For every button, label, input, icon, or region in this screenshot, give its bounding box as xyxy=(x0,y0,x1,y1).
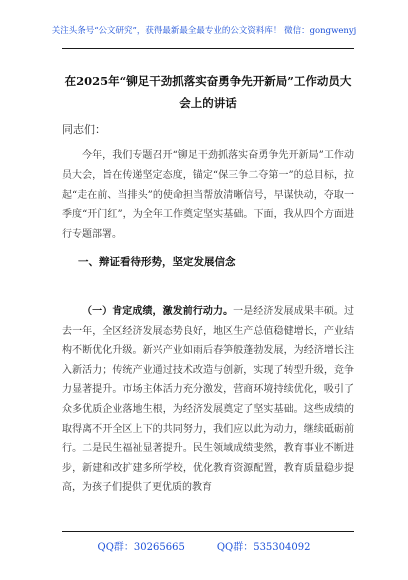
subsection-paragraph xyxy=(62,302,354,498)
intro-section xyxy=(62,146,354,245)
intro-paragraph: 今年，我们专题召开“铆足干劲抓落实奋勇争先开新局”工作动员大会，旨在传递坚定态度，锚定“保三争二夺第一”的总目标，拉起“走在前、当排头”的使命担当帮放清晰信号，早谋快动，夺取一季度“开门红”，为全年工作奠定坚实基础。下面，我从四个方面进行专题部署。 xyxy=(62,150,354,241)
header-banner: 关注头条号“公文研究”，获得最新最全最专业的公文资料库！ 微信：gongwenyj xyxy=(51,26,357,36)
document-title: 在2025年“铆足干劲抓落实奋勇争先开新局”工作动员大会上的讲话 xyxy=(64,74,352,110)
section-heading: 一、辩证看待形势，坚定发展信念 xyxy=(78,256,236,268)
footer xyxy=(0,538,408,553)
subsection-body: 一是经济发展成果丰硕。过去一年，全区经济发展态势良好，地区生产总值稳健增长，产业结构不断优化升级。新兴产业如雨后春笋般蓬勃发展，为经济增长注入新活力；传统产业通过技术改造与创新，实现了转型升级，竞争力显著提升。市场主体活力充分激发，营商环境持续优化，吸引了众多优质企业落地生根，为经济发展奠定了坚实基础。这些成绩的取得离不开全区上下的共同努力，我们应以此为动力，继续砥砺前行。二是民生福祉显著提升。民生领域成绩斐然，教育事业不断进步，新建和改扩建多所学校，优化教育资源配置，教育质量稳步提高，为孩子们提供了更优质的教育 xyxy=(62,306,355,494)
subsection-heading: （一）肯定成绩，激发前行动力。 xyxy=(82,306,234,317)
footer-divider xyxy=(62,531,354,532)
header-divider xyxy=(62,48,354,49)
footer-qq-group-2: QQ群：535304092 xyxy=(216,542,311,553)
footer-qq-group-1: QQ群：30265665 xyxy=(97,542,185,553)
greeting: 同志们： xyxy=(62,123,106,136)
subsection-section xyxy=(62,302,354,498)
